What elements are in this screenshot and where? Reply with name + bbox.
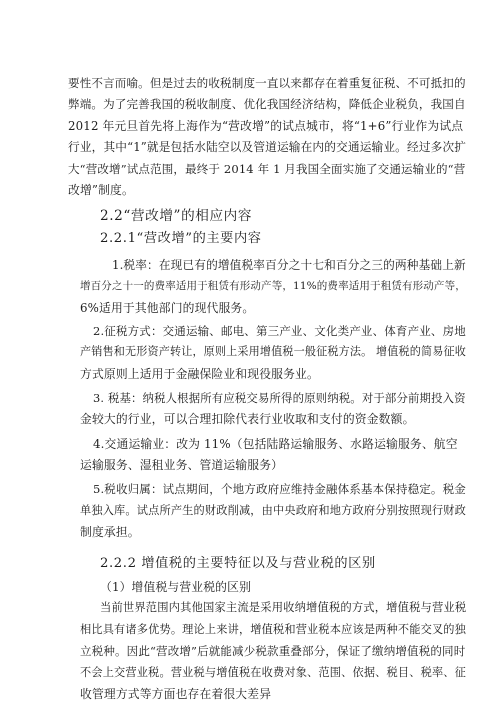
- item-1-line-2: 增百分之十一的费率适用于租赁有形动产等，11%的费率适用于租赁有形动产等，: [80, 280, 466, 293]
- final-line-5: 收管理方式等方面也存在着很大差异: [80, 687, 272, 701]
- item-5-line-1: 5.税收归属：试点期间，个地方政府应维持金融体系基本保持稳定。税金: [93, 482, 466, 497]
- final-line-1: 当前世界范围内其他国家主流是采用收纳增值税的方式，增值税与营业税: [100, 601, 467, 615]
- intro-line-6: 改增”制度。: [68, 183, 134, 198]
- item-5-line-3: 制度承担。: [80, 525, 140, 540]
- intro-line-5: 大“营改增”试点范围，最终于 2014 年 1 月我国全面实施了交通运输业的“营: [68, 161, 466, 176]
- section-2-2-1-heading: 2.2.1“营改增”的主要内容: [100, 230, 262, 246]
- section-2-2-heading: 2.2“营改增”的相应内容: [100, 208, 253, 225]
- intro-line-4: 行业，其中“1”就是包括水陆空以及管道运输在内的交通运输业。经过多次扩: [68, 140, 467, 155]
- sub-1-heading: （1）增值税与营业税的区别: [100, 579, 252, 594]
- item-3-line-2: 金较大的行业，可以合理扣除代表行业收取和支付的资金数额。: [80, 412, 415, 427]
- item-2-line-3: 方式原则上适用于金融保险业和现役服务业。: [80, 366, 319, 381]
- item-2-line-2: 产销售和无形资产转让，原则上采用增值税一般征税方法。 增值税的简易征收: [80, 345, 466, 359]
- final-line-2: 相比具有诸多优势。理论上来讲，增值税和营业税本应该是两种不能交叉的独: [80, 622, 467, 636]
- item-2-line-1: 2.征税方式：交通运输、邮电、第三产业、文化类产业、体育产业、房地: [93, 323, 466, 338]
- intro-line-2: 弊端。为了完善我国的税收制度、优化我国经济结构，降低企业税负，我国自: [68, 97, 466, 112]
- item-5-line-2: 单独入库。试点所产生的财政削减，由中央政府和地方政府分别按照现行财政: [80, 503, 467, 517]
- intro-line-1: 要性不言而喻。但是过去的收税制度一直以来都存在着重复征税、不可抵扣的: [68, 76, 466, 90]
- item-1-line-3: 6%适用于其他部门的现代服务。: [80, 300, 255, 315]
- item-4-line-1: 4.交通运输业：改为 11%（包括陆路运输服务、水路运输服务、航空: [93, 436, 458, 451]
- section-2-2-2-heading: 2.2.2 增值税的主要特征以及与营业税的区别: [100, 556, 376, 572]
- item-4-line-2: 运输服务、湿租业务、管道运输服务）: [80, 457, 284, 472]
- final-line-4: 不会上交营业税。营业税与增值税在收费对象、范围、依据、税目、税率、征: [80, 665, 467, 679]
- final-line-3: 立税种。因此“营改增”后就能减少税款重叠部分，保证了缴纳增值税的同时: [80, 644, 466, 659]
- item-1-line-1: 1.税率：在现已有的增值税率百分之十七和百分之三的两种基础上新: [112, 257, 466, 272]
- item-3-line-1: 3. 税基：纳税人根据所有应税交易所得的原则纳税。对于部分前期投入资: [93, 390, 466, 405]
- intro-line-3: 2012 年元旦首先将上海作为“营改增”的试点城市，将“1+6”行业作为试点: [68, 118, 464, 133]
